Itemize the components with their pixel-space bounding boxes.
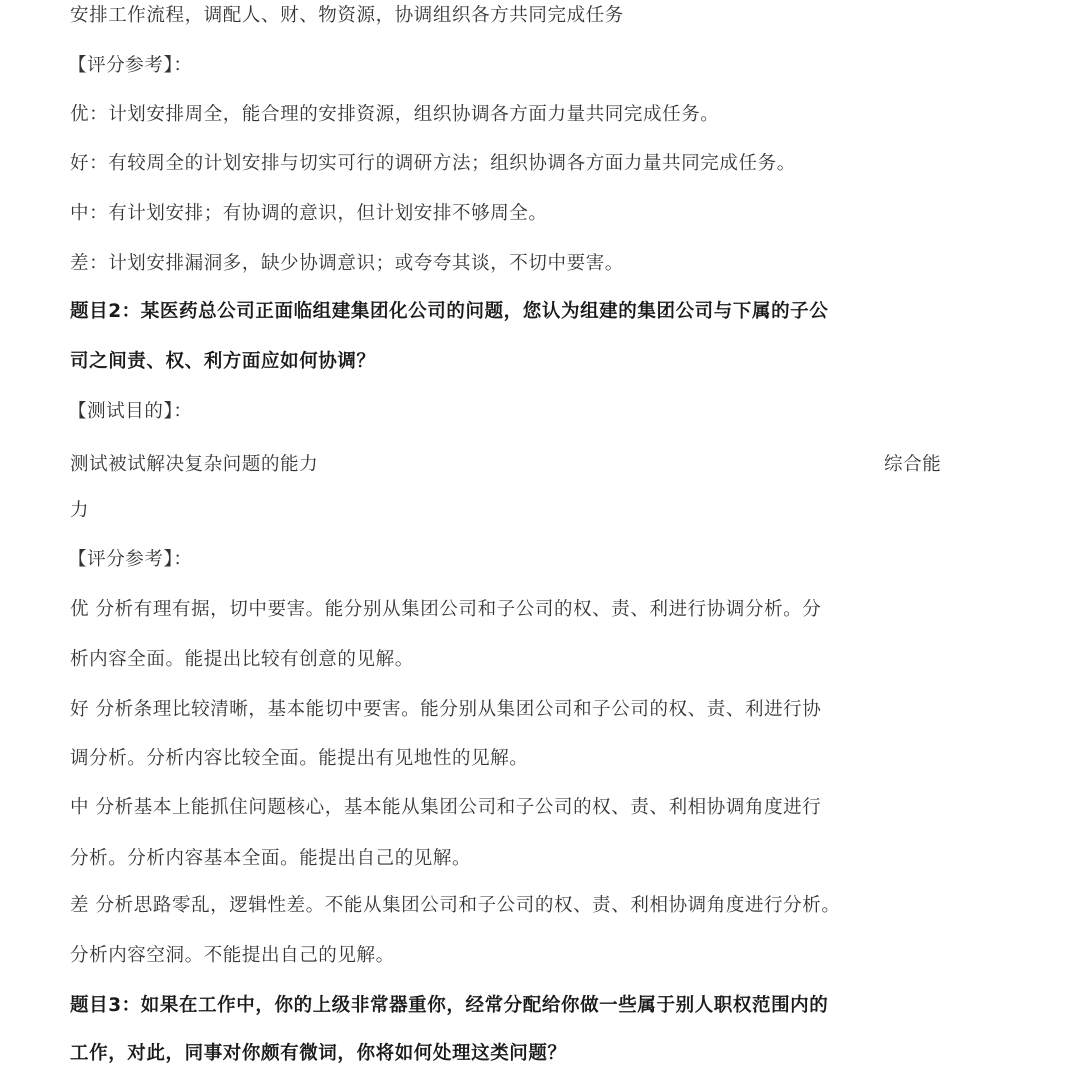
text-line-medium: 中：有计划安排；有协调的意识，但计划安排不够周全。 [70, 203, 548, 224]
text-line-good-2-cont: 调分析。分析内容比较全面。能提出有见地性的见解。 [70, 748, 529, 769]
question-3-title: 题目3：如果在工作中，你的上级非常器重你，经常分配给你做一些属于别人职权范围内的 [70, 995, 829, 1016]
section-heading-scoring-2: 【评分参考】： [68, 549, 193, 570]
redacted-area [362, 448, 872, 482]
text-line-excellent-2: 优 分析有理有据，切中要害。能分别从集团公司和子公司的权、责、利进行协调分析。分 [70, 599, 822, 620]
section-heading-scoring: 【评分参考】： [68, 55, 193, 76]
text-line-medium-2-cont: 分析。分析内容基本全面。能提出自己的见解。 [70, 848, 472, 869]
section-heading-purpose: 【测试目的】： [68, 401, 193, 422]
text-line-poor: 差：计划安排漏洞多，缺少协调意识；或夸夸其谈，不切中要害。 [70, 253, 624, 274]
question-3-title-cont: 工作，对此，同事对你颇有微词，你将如何处理这类问题？ [70, 1043, 567, 1064]
text-line-poor-2-cont: 分析内容空洞。不能提出自己的见解。 [70, 945, 395, 966]
question-2-title-cont: 司之间责、权、利方面应如何协调？ [70, 351, 376, 372]
text-line-good: 好：有较周全的计划安排与切实可行的调研方法；组织协调各方面力量共同完成任务。 [70, 153, 796, 174]
text-line-1: 安排工作流程，调配人、财、物资源，协调组织各方共同完成任务 [70, 5, 624, 26]
text-line-excellent: 优：计划安排周全，能合理的安排资源，组织协调各方面力量共同完成任务。 [70, 104, 720, 125]
text-line-good-2: 好 分析条理比较清晰，基本能切中要害。能分别从集团公司和子公司的权、责、利进行协 [70, 699, 822, 720]
purpose-text-fragment: 综合能 [884, 454, 942, 475]
text-line-medium-2: 中 分析基本上能抓住问题核心，基本能从集团公司和子公司的权、责、利相协调角度进行 [70, 797, 822, 818]
purpose-text: 测试被试解决复杂问题的能力 [70, 454, 319, 475]
text-line-poor-2: 差 分析思路零乱，逻辑性差。不能从集团公司和子公司的权、责、利相协调角度进行分析。 [70, 895, 841, 916]
text-line-excellent-2-cont: 析内容全面。能提出比较有创意的见解。 [70, 649, 414, 670]
question-2-title: 题目2：某医药总公司正面临组建集团化公司的问题，您认为组建的集团公司与下属的子公 [70, 301, 829, 322]
purpose-text-cont: 力 [70, 500, 90, 521]
